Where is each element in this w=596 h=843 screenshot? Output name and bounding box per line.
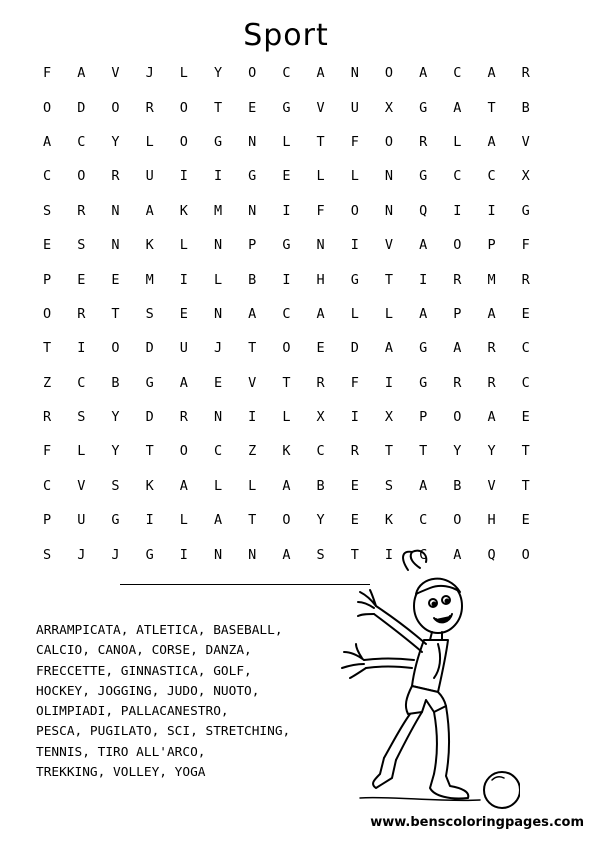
- grid-cell[interactable]: T: [145, 443, 154, 460]
- grid-cell[interactable]: N: [350, 65, 359, 82]
- grid-row: [30, 469, 543, 503]
- grid-cell[interactable]: I: [145, 512, 154, 529]
- grid-cell[interactable]: Q: [419, 202, 428, 219]
- grid-cell[interactable]: E: [521, 512, 530, 529]
- grid-cell[interactable]: R: [453, 374, 462, 391]
- grid-cell[interactable]: C: [316, 443, 325, 460]
- grid-cell[interactable]: L: [282, 133, 291, 150]
- grid-cell[interactable]: G: [145, 546, 154, 563]
- grid-cell[interactable]: G: [419, 374, 428, 391]
- grid-cell[interactable]: P: [487, 237, 496, 254]
- grid-cell[interactable]: E: [111, 271, 120, 288]
- grid-cell[interactable]: A: [487, 305, 496, 322]
- grid-cell[interactable]: A: [419, 237, 428, 254]
- grid-cell[interactable]: C: [213, 443, 223, 460]
- grid-cell[interactable]: F: [350, 133, 359, 150]
- grid-cell[interactable]: B: [248, 271, 257, 288]
- grid-cell[interactable]: T: [213, 99, 223, 116]
- grid-cell[interactable]: O: [350, 202, 359, 219]
- grid-cell[interactable]: T: [111, 305, 120, 322]
- grid-cell[interactable]: G: [521, 202, 530, 219]
- grid-cell[interactable]: E: [350, 512, 359, 529]
- grid-cell[interactable]: E: [521, 305, 530, 322]
- grid-cell[interactable]: T: [521, 443, 530, 460]
- grid-cell[interactable]: C: [282, 65, 291, 82]
- grid-row: [30, 90, 543, 124]
- grid-cell[interactable]: N: [248, 202, 257, 219]
- grid-cell[interactable]: L: [350, 168, 359, 185]
- grid-cell[interactable]: I: [282, 202, 291, 219]
- grid-cell[interactable]: O: [384, 133, 394, 150]
- grid-cell[interactable]: S: [145, 305, 154, 322]
- grid-cell[interactable]: K: [145, 237, 154, 254]
- grid-cell[interactable]: L: [77, 443, 86, 460]
- footer-url: www.benscoloringpages.com: [370, 815, 584, 830]
- grid-cell[interactable]: J: [111, 546, 120, 563]
- grid-cell[interactable]: G: [419, 168, 428, 185]
- grid-cell[interactable]: Y: [316, 512, 325, 529]
- grid-cell[interactable]: P: [43, 271, 52, 288]
- grid-cell[interactable]: O: [453, 512, 462, 529]
- grid-cell[interactable]: G: [350, 271, 359, 288]
- grid-cell[interactable]: G: [419, 340, 428, 357]
- grid-cell[interactable]: I: [384, 374, 394, 391]
- grid-cell[interactable]: A: [487, 133, 496, 150]
- grid-cell[interactable]: A: [179, 374, 188, 391]
- grid-cell[interactable]: N: [213, 305, 223, 322]
- grid-row: [30, 400, 543, 434]
- grid-cell[interactable]: L: [145, 133, 154, 150]
- grid-cell[interactable]: D: [77, 99, 86, 116]
- word-list-line: PESCA, PUGILATO, SCI, STRETCHING,: [36, 724, 291, 740]
- grid-cell[interactable]: H: [316, 271, 325, 288]
- grid-cell[interactable]: D: [145, 409, 154, 426]
- grid-cell[interactable]: R: [111, 168, 120, 185]
- grid-cell[interactable]: L: [384, 305, 394, 322]
- grid-cell[interactable]: H: [487, 512, 496, 529]
- grid-cell[interactable]: O: [453, 409, 462, 426]
- grid-cell[interactable]: N: [213, 546, 223, 563]
- grid-cell[interactable]: R: [316, 374, 325, 391]
- grid-cell[interactable]: E: [77, 271, 86, 288]
- grid-cell[interactable]: N: [248, 546, 257, 563]
- grid-cell[interactable]: E: [179, 305, 188, 322]
- grid-cell[interactable]: B: [521, 99, 530, 116]
- grid-cell[interactable]: T: [521, 477, 530, 494]
- grid-cell[interactable]: I: [487, 202, 496, 219]
- grid-row: [30, 331, 543, 365]
- grid-cell[interactable]: U: [350, 99, 359, 116]
- grid-cell[interactable]: C: [453, 168, 462, 185]
- grid-cell[interactable]: O: [179, 99, 188, 116]
- grid-cell[interactable]: E: [521, 409, 530, 426]
- grid-cell[interactable]: C: [43, 477, 52, 494]
- grid-cell[interactable]: U: [77, 512, 86, 529]
- grid-cell[interactable]: X: [384, 409, 394, 426]
- grid-cell[interactable]: V: [487, 477, 496, 494]
- grid-cell[interactable]: R: [350, 443, 359, 460]
- grid-cell[interactable]: R: [77, 305, 86, 322]
- grid-cell[interactable]: J: [145, 65, 154, 82]
- grid-cell[interactable]: G: [111, 512, 120, 529]
- grid-cell[interactable]: A: [179, 477, 188, 494]
- grid-cell[interactable]: K: [282, 443, 291, 460]
- grid-cell[interactable]: O: [384, 65, 394, 82]
- grid-cell[interactable]: A: [43, 133, 52, 150]
- grid-cell[interactable]: O: [453, 237, 462, 254]
- grid-cell[interactable]: B: [316, 477, 325, 494]
- grid-row: [30, 194, 543, 228]
- grid-cell[interactable]: O: [111, 99, 120, 116]
- grid-cell[interactable]: P: [453, 305, 462, 322]
- grid-cell[interactable]: R: [487, 340, 496, 357]
- grid-cell[interactable]: S: [111, 477, 120, 494]
- grid-row: [30, 159, 543, 193]
- grid-cell[interactable]: N: [316, 237, 325, 254]
- grid-cell[interactable]: U: [179, 340, 188, 357]
- word-list-line: CALCIO, CANOA, CORSE, DANZA,: [36, 643, 252, 659]
- grid-cell[interactable]: B: [111, 374, 120, 391]
- grid-cell[interactable]: D: [145, 340, 154, 357]
- grid-cell[interactable]: L: [213, 271, 223, 288]
- grid-cell[interactable]: V: [316, 99, 325, 116]
- grid-cell[interactable]: S: [43, 546, 52, 563]
- grid-row: [30, 434, 543, 468]
- grid-cell[interactable]: X: [316, 409, 325, 426]
- grid-cell[interactable]: Y: [213, 65, 223, 82]
- grid-cell[interactable]: O: [179, 443, 188, 460]
- grid-cell[interactable]: F: [521, 237, 530, 254]
- grid-cell[interactable]: L: [282, 409, 291, 426]
- grid-row: [30, 56, 543, 90]
- grid-cell[interactable]: O: [282, 512, 291, 529]
- grid-cell[interactable]: Z: [43, 374, 52, 391]
- grid-cell[interactable]: Q: [487, 546, 496, 563]
- grid-cell[interactable]: R: [419, 133, 428, 150]
- grid-cell[interactable]: A: [384, 340, 394, 357]
- grid-cell[interactable]: A: [316, 305, 325, 322]
- grid-cell[interactable]: C: [453, 65, 462, 82]
- grid-cell[interactable]: G: [282, 99, 291, 116]
- grid-cell[interactable]: F: [316, 202, 325, 219]
- grid-cell[interactable]: R: [145, 99, 154, 116]
- grid-cell[interactable]: N: [111, 237, 120, 254]
- grid-cell[interactable]: N: [213, 409, 223, 426]
- grid-cell[interactable]: S: [77, 237, 86, 254]
- grid-cell[interactable]: V: [521, 133, 530, 150]
- grid-cell[interactable]: U: [145, 168, 154, 185]
- grid-cell[interactable]: F: [43, 65, 52, 82]
- grid-cell[interactable]: A: [453, 99, 462, 116]
- grid-cell[interactable]: O: [111, 340, 120, 357]
- grid-cell[interactable]: M: [213, 202, 223, 219]
- grid-cell[interactable]: N: [384, 168, 394, 185]
- grid-cell[interactable]: P: [43, 512, 52, 529]
- grid-cell[interactable]: I: [248, 409, 257, 426]
- grid-cell[interactable]: E: [213, 374, 223, 391]
- grid-row: [30, 125, 543, 159]
- grid-cell[interactable]: A: [419, 477, 428, 494]
- grid-cell[interactable]: C: [521, 340, 530, 357]
- grid-cell[interactable]: Y: [111, 443, 120, 460]
- grid-cell[interactable]: L: [248, 477, 257, 494]
- grid-cell[interactable]: I: [453, 202, 462, 219]
- grid-cell[interactable]: M: [487, 271, 496, 288]
- word-list-line: TREKKING, VOLLEY, YOGA: [36, 765, 206, 781]
- grid-cell[interactable]: O: [248, 65, 257, 82]
- grid-cell[interactable]: R: [453, 271, 462, 288]
- grid-cell[interactable]: C: [43, 168, 52, 185]
- grid-cell[interactable]: R: [43, 409, 52, 426]
- letter-grid: [30, 56, 543, 572]
- grid-cell[interactable]: K: [384, 512, 394, 529]
- grid-cell[interactable]: A: [248, 305, 257, 322]
- grid-cell[interactable]: B: [453, 477, 462, 494]
- grid-cell[interactable]: O: [43, 305, 52, 322]
- grid-cell[interactable]: S: [43, 202, 52, 219]
- grid-cell[interactable]: T: [384, 443, 394, 460]
- grid-cell[interactable]: J: [213, 340, 223, 357]
- grid-cell[interactable]: S: [77, 409, 86, 426]
- grid-cell[interactable]: X: [521, 168, 530, 185]
- word-list-line: HOCKEY, JOGGING, JUDO, NUOTO,: [36, 683, 260, 699]
- grid-cell[interactable]: V: [111, 65, 120, 82]
- grid-cell[interactable]: V: [77, 477, 86, 494]
- grid-cell[interactable]: C: [521, 374, 530, 391]
- grid-cell[interactable]: R: [521, 271, 530, 288]
- grid-cell[interactable]: E: [350, 477, 359, 494]
- grid-cell[interactable]: E: [282, 168, 291, 185]
- grid-cell[interactable]: V: [248, 374, 257, 391]
- grid-cell[interactable]: R: [521, 65, 530, 82]
- grid-cell[interactable]: O: [77, 168, 86, 185]
- grid-cell[interactable]: N: [248, 133, 257, 150]
- grid-row: [30, 366, 543, 400]
- grid-cell[interactable]: A: [453, 340, 462, 357]
- grid-cell[interactable]: G: [248, 168, 257, 185]
- grid-cell[interactable]: T: [487, 99, 496, 116]
- page-title: Sport: [243, 18, 329, 53]
- grid-cell[interactable]: S: [316, 546, 325, 563]
- grid-cell[interactable]: I: [419, 271, 428, 288]
- grid-cell[interactable]: M: [145, 271, 154, 288]
- grid-cell[interactable]: I: [282, 271, 291, 288]
- word-list: [36, 621, 366, 783]
- grid-cell[interactable]: P: [419, 409, 428, 426]
- grid-cell[interactable]: C: [282, 305, 291, 322]
- grid-cell[interactable]: G: [145, 374, 154, 391]
- word-list-line: OLIMPIADI, PALLACANESTRO,: [36, 704, 229, 720]
- grid-cell[interactable]: O: [521, 546, 530, 563]
- grid-cell[interactable]: K: [145, 477, 154, 494]
- grid-cell[interactable]: X: [384, 99, 394, 116]
- grid-cell[interactable]: R: [179, 409, 188, 426]
- word-list-line: ARRAMPICATA, ATLETICA, BASEBALL,: [36, 623, 283, 638]
- grid-row: [30, 262, 543, 296]
- grid-cell[interactable]: A: [282, 477, 291, 494]
- grid-cell[interactable]: L: [316, 168, 325, 185]
- grid-cell[interactable]: L: [350, 305, 359, 322]
- grid-cell[interactable]: F: [350, 374, 359, 391]
- girl-kicking-ball-illustration: [330, 548, 520, 816]
- grid-cell[interactable]: L: [179, 65, 188, 82]
- grid-cell[interactable]: T: [248, 340, 257, 357]
- grid-cell[interactable]: O: [179, 133, 188, 150]
- grid-row: [30, 228, 543, 262]
- grid-cell[interactable]: J: [77, 546, 86, 563]
- grid-cell[interactable]: I: [77, 340, 86, 357]
- grid-cell[interactable]: P: [248, 237, 257, 254]
- grid-cell[interactable]: T: [419, 443, 428, 460]
- grid-cell[interactable]: A: [282, 546, 291, 563]
- grid-cell[interactable]: T: [282, 374, 291, 391]
- grid-cell[interactable]: R: [487, 374, 496, 391]
- grid-cell[interactable]: I: [350, 409, 359, 426]
- word-list-line: FRECCETTE, GINNASTICA, GOLF,: [36, 663, 252, 679]
- grid-cell[interactable]: T: [248, 512, 257, 529]
- word-list-line: TENNIS, TIRO ALL'ARCO,: [36, 744, 206, 760]
- grid-cell[interactable]: C: [77, 133, 86, 150]
- grid-cell[interactable]: E: [248, 99, 257, 116]
- grid-cell[interactable]: A: [453, 546, 462, 563]
- grid-cell[interactable]: L: [213, 477, 223, 494]
- grid-cell[interactable]: A: [419, 65, 428, 82]
- grid-cell[interactable]: C: [419, 512, 428, 529]
- grid-cell[interactable]: I: [384, 546, 394, 563]
- grid-cell[interactable]: I: [179, 546, 188, 563]
- grid-cell[interactable]: T: [316, 133, 325, 150]
- grid-cell[interactable]: N: [384, 202, 394, 219]
- grid-cell[interactable]: L: [179, 512, 188, 529]
- grid-cell[interactable]: A: [316, 65, 325, 82]
- grid-cell[interactable]: A: [487, 409, 496, 426]
- grid-cell[interactable]: E: [316, 340, 325, 357]
- grid-cell[interactable]: I: [213, 168, 223, 185]
- grid-row: [30, 503, 543, 537]
- grid-cell[interactable]: R: [77, 202, 86, 219]
- grid-cell[interactable]: T: [43, 340, 52, 357]
- grid-cell[interactable]: L: [179, 237, 188, 254]
- grid-cell[interactable]: N: [213, 237, 223, 254]
- grid-cell[interactable]: E: [43, 237, 52, 254]
- grid-cell[interactable]: C: [77, 374, 86, 391]
- grid-cell[interactable]: I: [350, 237, 359, 254]
- grid-cell[interactable]: O: [43, 99, 52, 116]
- grid-cell[interactable]: T: [384, 271, 394, 288]
- grid-cell[interactable]: D: [350, 340, 359, 357]
- grid-cell[interactable]: A: [145, 202, 154, 219]
- grid-cell[interactable]: C: [487, 168, 496, 185]
- grid-cell[interactable]: Y: [487, 443, 496, 460]
- grid-cell[interactable]: A: [213, 512, 223, 529]
- grid-cell[interactable]: Y: [111, 133, 120, 150]
- grid-cell[interactable]: N: [111, 202, 120, 219]
- grid-cell[interactable]: A: [487, 65, 496, 82]
- grid-cell[interactable]: Z: [248, 443, 257, 460]
- grid-cell[interactable]: Y: [111, 409, 120, 426]
- grid-cell[interactable]: G: [419, 99, 428, 116]
- grid-cell[interactable]: C: [419, 546, 428, 563]
- grid-cell[interactable]: O: [282, 340, 291, 357]
- grid-cell[interactable]: Y: [453, 443, 462, 460]
- grid-cell[interactable]: S: [384, 477, 394, 494]
- grid-cell[interactable]: F: [43, 443, 52, 460]
- grid-cell[interactable]: G: [213, 133, 223, 150]
- grid-cell[interactable]: I: [179, 271, 188, 288]
- grid-cell[interactable]: G: [282, 237, 291, 254]
- grid-cell[interactable]: I: [179, 168, 188, 185]
- grid-row: [30, 297, 543, 331]
- grid-cell[interactable]: K: [179, 202, 188, 219]
- grid-cell[interactable]: A: [419, 305, 428, 322]
- grid-cell[interactable]: L: [453, 133, 462, 150]
- grid-cell[interactable]: A: [77, 65, 86, 82]
- grid-cell[interactable]: V: [384, 237, 394, 254]
- grid-cell[interactable]: T: [350, 546, 359, 563]
